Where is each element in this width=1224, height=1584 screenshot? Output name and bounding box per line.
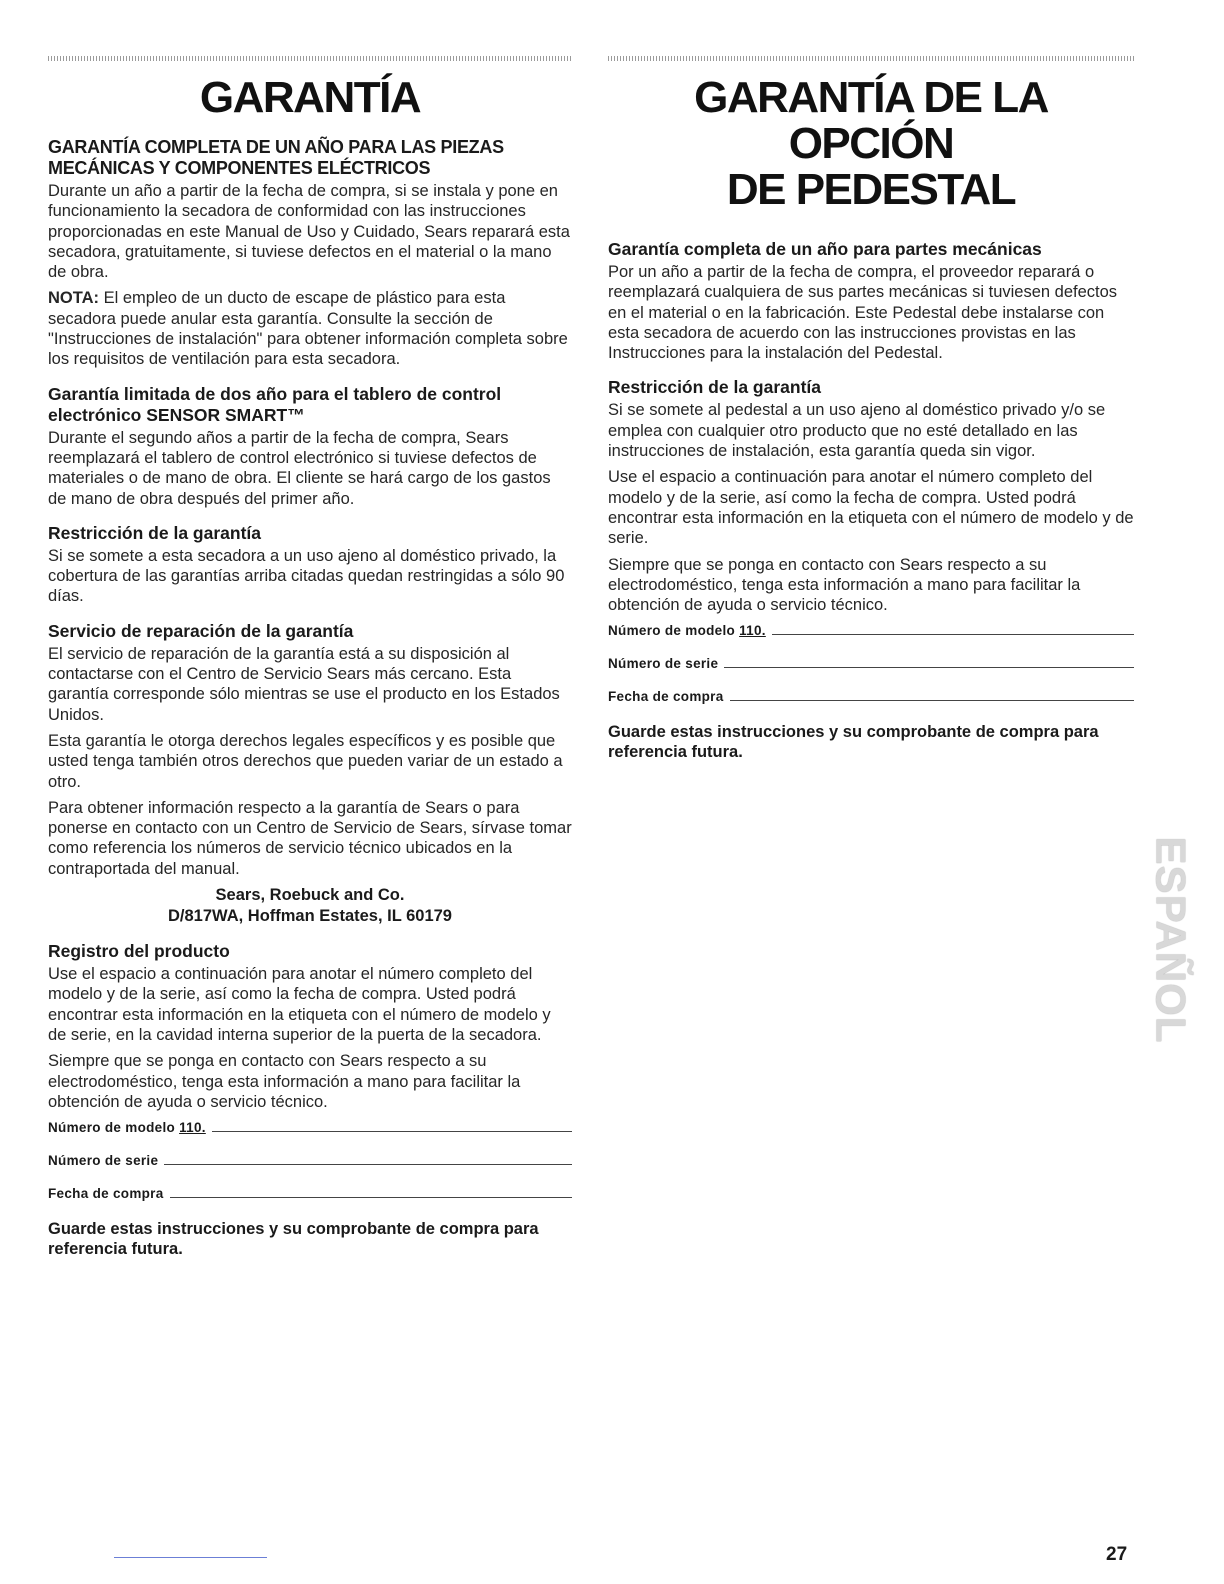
field-label: Fecha de compra (608, 689, 724, 705)
field-value: 110. (739, 623, 766, 639)
section-heading: GARANTÍA COMPLETA DE UN AÑO PARA LAS PIEZAS MECÁNICAS Y COMPONENTES ELÉCTRICOS (48, 137, 504, 178)
paragraph: Use el espacio a continuación para anotar el número completo del modelo y de la serie, así como la fecha de compra. Usted podrá encontrar esta información en la etiqueta con el número de modelo y de serie, en la cavidad interna superior de la puerta de la secadora. (48, 965, 551, 1044)
note-label: NOTA: (48, 289, 100, 308)
paragraph: Si se somete a esta secadora a un uso ajeno al doméstico privado, la cobertura de las garantías arriba citadas quedan restringidas a sólo 90 días. (48, 546, 565, 606)
section-heading: Servicio de reparación de la garantía (48, 620, 354, 641)
address-line: D/817WA, Hoffman Estates, IL 60179 (168, 907, 452, 926)
paragraph: Por un año a partir de la fecha de compra, el proveedor reparará o reemplazará cualquiera de sus partes mecánicas si tuviesen defectos en el material o en la fabricación. Este Pedestal debe instalarse con esta secadora de acuerdo con las instrucciones provistas en las Instrucciones para la instalación del Pedestal. (608, 263, 1118, 363)
fill-line (212, 1130, 572, 1132)
page-title: GARANTÍA (199, 73, 421, 122)
section-heading: Registro del producto (48, 941, 230, 962)
field-label: Número de serie (48, 1153, 159, 1169)
left-column (48, 56, 572, 1259)
fill-line (170, 1196, 572, 1198)
purchase-date-field[interactable] (48, 1186, 572, 1201)
title-line: DE PEDESTAL (726, 165, 1016, 214)
section-heading: Garantía completa de un año para partes mecánicas (608, 239, 1042, 259)
footer-rule (114, 1557, 267, 1558)
note-paragraph (48, 288, 572, 369)
field-label: Número de modelo (608, 623, 736, 639)
address-line: Sears, Roebuck and Co. (215, 886, 405, 905)
field-label: Fecha de compra (48, 1186, 164, 1202)
page-number: 27 (1106, 1544, 1128, 1565)
paragraph: Esta garantía le otorga derechos legales específicos y es posible que usted tenga también otros derechos que pueden variar de un estado a otro. (48, 731, 563, 791)
field-value: 110. (179, 1120, 206, 1136)
paragraph: Si se somete al pedestal a un uso ajeno al doméstico privado y/o se emplea con cualquier otro producto que no esté detallado en las instrucciones de instalación, esta garantía queda sin vigor. (608, 401, 1106, 461)
fill-line (772, 633, 1134, 635)
closing-note: Guarde estas instrucciones y su comprobante de compra para referencia futura. (48, 1220, 539, 1259)
model-number-field[interactable] (48, 1120, 572, 1135)
model-number-field[interactable] (608, 623, 1134, 638)
closing-note: Guarde estas instrucciones y su comprobante de compra para referencia futura. (608, 723, 1099, 762)
paragraph: Use el espacio a continuación para anotar el número completo del modelo y de la serie, así como la fecha de compra. Usted podrá encontrar esta información en la etiqueta con el número de modelo y de serie. (608, 468, 1134, 548)
note-text: El empleo de un ducto de escape de plástico para esta secadora puede anular esta garantía. Consulte la sección de "Instrucciones de instalación" para obtener información completa sobre los requisitos de ventilación para esta secadora. (48, 289, 568, 369)
paragraph: Siempre que se ponga en contacto con Sears respecto a su electrodoméstico, tenga esta información a mano para facilitar la obtención de ayuda o servicio técnico. (48, 1052, 521, 1111)
right-column (608, 56, 1134, 762)
section-heading: Garantía limitada de dos año para el tablero de control electrónico SENSOR SMART™ (48, 383, 502, 425)
address-block (48, 885, 572, 927)
fill-line (724, 666, 1134, 668)
purchase-date-field[interactable] (608, 689, 1134, 704)
fill-line (164, 1163, 572, 1165)
serial-number-field[interactable] (48, 1153, 572, 1168)
page-title (608, 75, 1134, 213)
paragraph: Durante un año a partir de la fecha de compra, si se instala y pone en funcionamiento la secadora de conformidad con las instrucciones proporcionadas en este Manual de Uso y Cuidado, Sears reparará esta secadora, gratuitamente, si tuviese defectos en el material o la mano de obra. (48, 182, 570, 282)
serial-number-field[interactable] (608, 656, 1134, 671)
top-rule (608, 56, 1134, 61)
title-line: GARANTÍA DE LA OPCIÓN (694, 73, 1048, 168)
paragraph: Durante el segundo años a partir de la fecha de compra, Sears reemplazará el tablero de control electrónico si tuviese defectos de materiales o de mano de obra. El cliente se hará cargo de los gastos de mano de obra después del primer año. (48, 428, 551, 508)
language-side-tab (1147, 815, 1195, 1065)
field-label: Número de serie (608, 656, 719, 672)
section-heading: Restricción de la garantía (48, 522, 261, 543)
top-rule (48, 56, 572, 61)
paragraph: Siempre que se ponga en contacto con Sears respecto a su electrodoméstico, tenga esta información a mano para facilitar la obtención de ayuda o servicio técnico. (608, 555, 1081, 615)
paragraph: El servicio de reparación de la garantía está a su disposición al contactarse con el Centro de Servicio Sears más cercano. Esta garantía corresponde sólo mientras se use el producto en los Estados Unidos. (48, 644, 560, 724)
language-label: ESPAÑOL (1147, 836, 1195, 1044)
paragraph: Para obtener información respecto a la garantía de Sears o para ponerse en contacto con un Centro de Servicio de Sears, sírvase tomar como referencia los números de servicio técnico ubicados en la contraportada del manual. (48, 798, 572, 878)
fill-line (730, 699, 1134, 701)
section-heading: Restricción de la garantía (608, 377, 821, 398)
field-label: Número de modelo (48, 1120, 176, 1136)
